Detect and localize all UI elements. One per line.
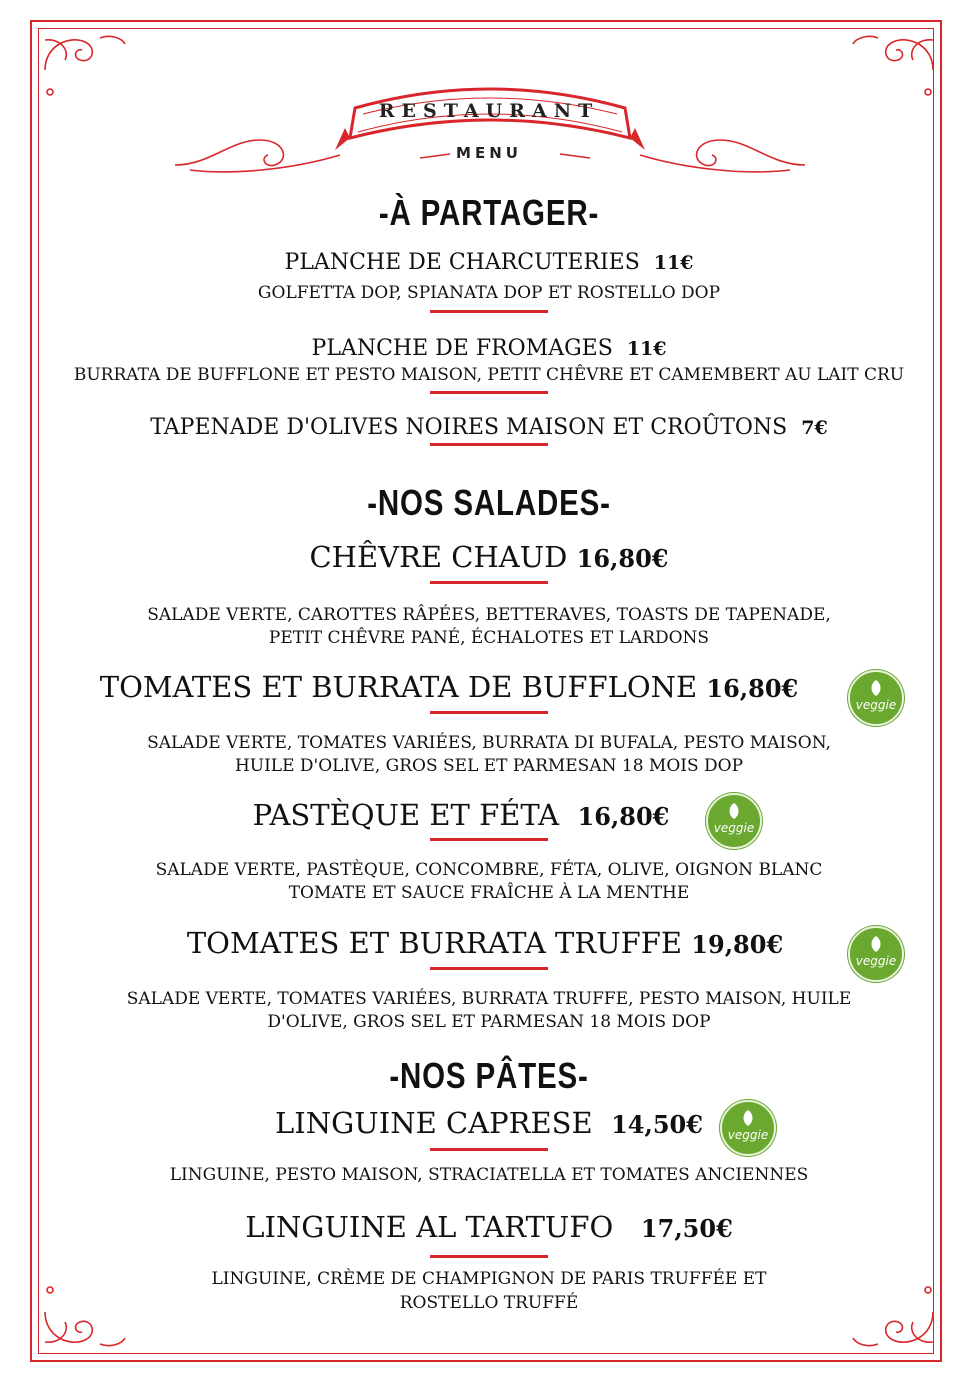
header-ornament xyxy=(170,80,810,190)
ornament-top-left-icon xyxy=(40,30,130,100)
item-description: TOMATE ET SAUCE FRAÎCHE À LA MENTHE xyxy=(288,883,690,903)
veggie-badge-icon: veggie xyxy=(848,670,904,726)
item-name: LINGUINE CAPRESE xyxy=(275,1106,593,1140)
item-price: 14,50€ xyxy=(611,1110,703,1139)
ornament-top-right-icon xyxy=(848,30,938,100)
item-price: 16,80€ xyxy=(706,674,799,703)
menu-item xyxy=(0,798,950,832)
veggie-badge-icon: veggie xyxy=(848,926,904,982)
item-price: 16,80€ xyxy=(577,802,670,831)
item-name: PASTÈQUE ET FÉTA xyxy=(252,798,560,832)
item-price: 17,50€ xyxy=(640,1214,733,1243)
item-description: SALADE VERTE, TOMATES VARIÉES, BURRATA TRUFFE, PESTO MAISON, HUILE xyxy=(126,989,852,1009)
divider xyxy=(430,1148,548,1151)
item-price: 11€ xyxy=(626,338,667,360)
menu-item xyxy=(0,415,978,440)
item-description: GOLFETTA DOP, SPIANATA DOP ET ROSTELLO DOP xyxy=(257,283,721,303)
divider xyxy=(430,443,548,446)
section-title-partager: -À PARTAGER- xyxy=(378,192,600,233)
item-description: LINGUINE, CRÈME DE CHAMPIGNON DE PARIS TRUFFÉE ET xyxy=(211,1269,767,1289)
item-name: TAPENADE D'OLIVES NOIRES MAISON ET CROÛTONS xyxy=(150,415,788,440)
section-title-salades: -NOS SALADES- xyxy=(367,482,611,523)
menu-item xyxy=(0,1106,978,1140)
item-description: ROSTELLO TRUFFÉ xyxy=(399,1293,579,1313)
item-price: 7€ xyxy=(801,417,828,439)
item-description: SALADE VERTE, PASTÈQUE, CONCOMBRE, FÉTA, OLIVE, OIGNON BLANC xyxy=(155,860,823,880)
header-banner-title: RESTAURANT xyxy=(378,100,600,122)
menu-item xyxy=(0,336,978,361)
divider xyxy=(430,711,548,714)
item-name: PLANCHE DE CHARCUTERIES xyxy=(284,250,640,275)
menu-item xyxy=(0,250,978,275)
item-price: 11€ xyxy=(653,252,694,274)
item-name: CHÊVRE CHAUD xyxy=(309,540,568,574)
divider xyxy=(430,310,548,313)
item-description: PETIT CHÊVRE PANÉ, ÉCHALOTES ET LARDONS xyxy=(268,628,710,648)
divider xyxy=(430,838,548,841)
item-name: TOMATES ET BURRATA TRUFFE xyxy=(186,926,683,960)
menu-item xyxy=(0,670,938,704)
divider xyxy=(430,581,548,584)
divider xyxy=(430,967,548,970)
section-title-pates: -NOS PÂTES- xyxy=(389,1055,589,1096)
divider xyxy=(430,391,548,394)
veggie-badge-icon: veggie xyxy=(720,1100,776,1156)
menu-item xyxy=(0,926,974,960)
item-name: LINGUINE AL TARTUFO xyxy=(245,1210,614,1244)
menu-item xyxy=(0,540,978,574)
item-description: D'OLIVE, GROS SEL ET PARMESAN 18 MOIS DOP xyxy=(267,1012,711,1032)
veggie-badge-icon: veggie xyxy=(706,793,762,849)
item-price: 16,80€ xyxy=(576,544,669,573)
item-name: PLANCHE DE FROMAGES xyxy=(311,336,613,361)
item-description: SALADE VERTE, CAROTTES RÂPÉES, BETTERAVES, TOASTS DE TAPENADE, xyxy=(147,605,831,625)
item-name: TOMATES ET BURRATA DE BUFFLONE xyxy=(99,670,698,704)
item-description: HUILE D'OLIVE, GROS SEL ET PARMESAN 18 MOIS DOP xyxy=(234,756,744,776)
item-description: SALADE VERTE, TOMATES VARIÉES, BURRATA DI BUFALA, PESTO MAISON, xyxy=(147,733,831,753)
item-description: LINGUINE, PESTO MAISON, STRACIATELLA ET TOMATES ANCIENNES xyxy=(169,1165,809,1185)
header-subtitle: MENU xyxy=(456,144,522,162)
item-description: BURRATA DE BUFFLONE ET PESTO MAISON, PETIT CHÊVRE ET CAMEMBERT AU LAIT CRU xyxy=(73,365,905,385)
divider xyxy=(430,1255,548,1258)
item-price: 19,80€ xyxy=(691,930,784,959)
menu-item xyxy=(0,1210,978,1244)
